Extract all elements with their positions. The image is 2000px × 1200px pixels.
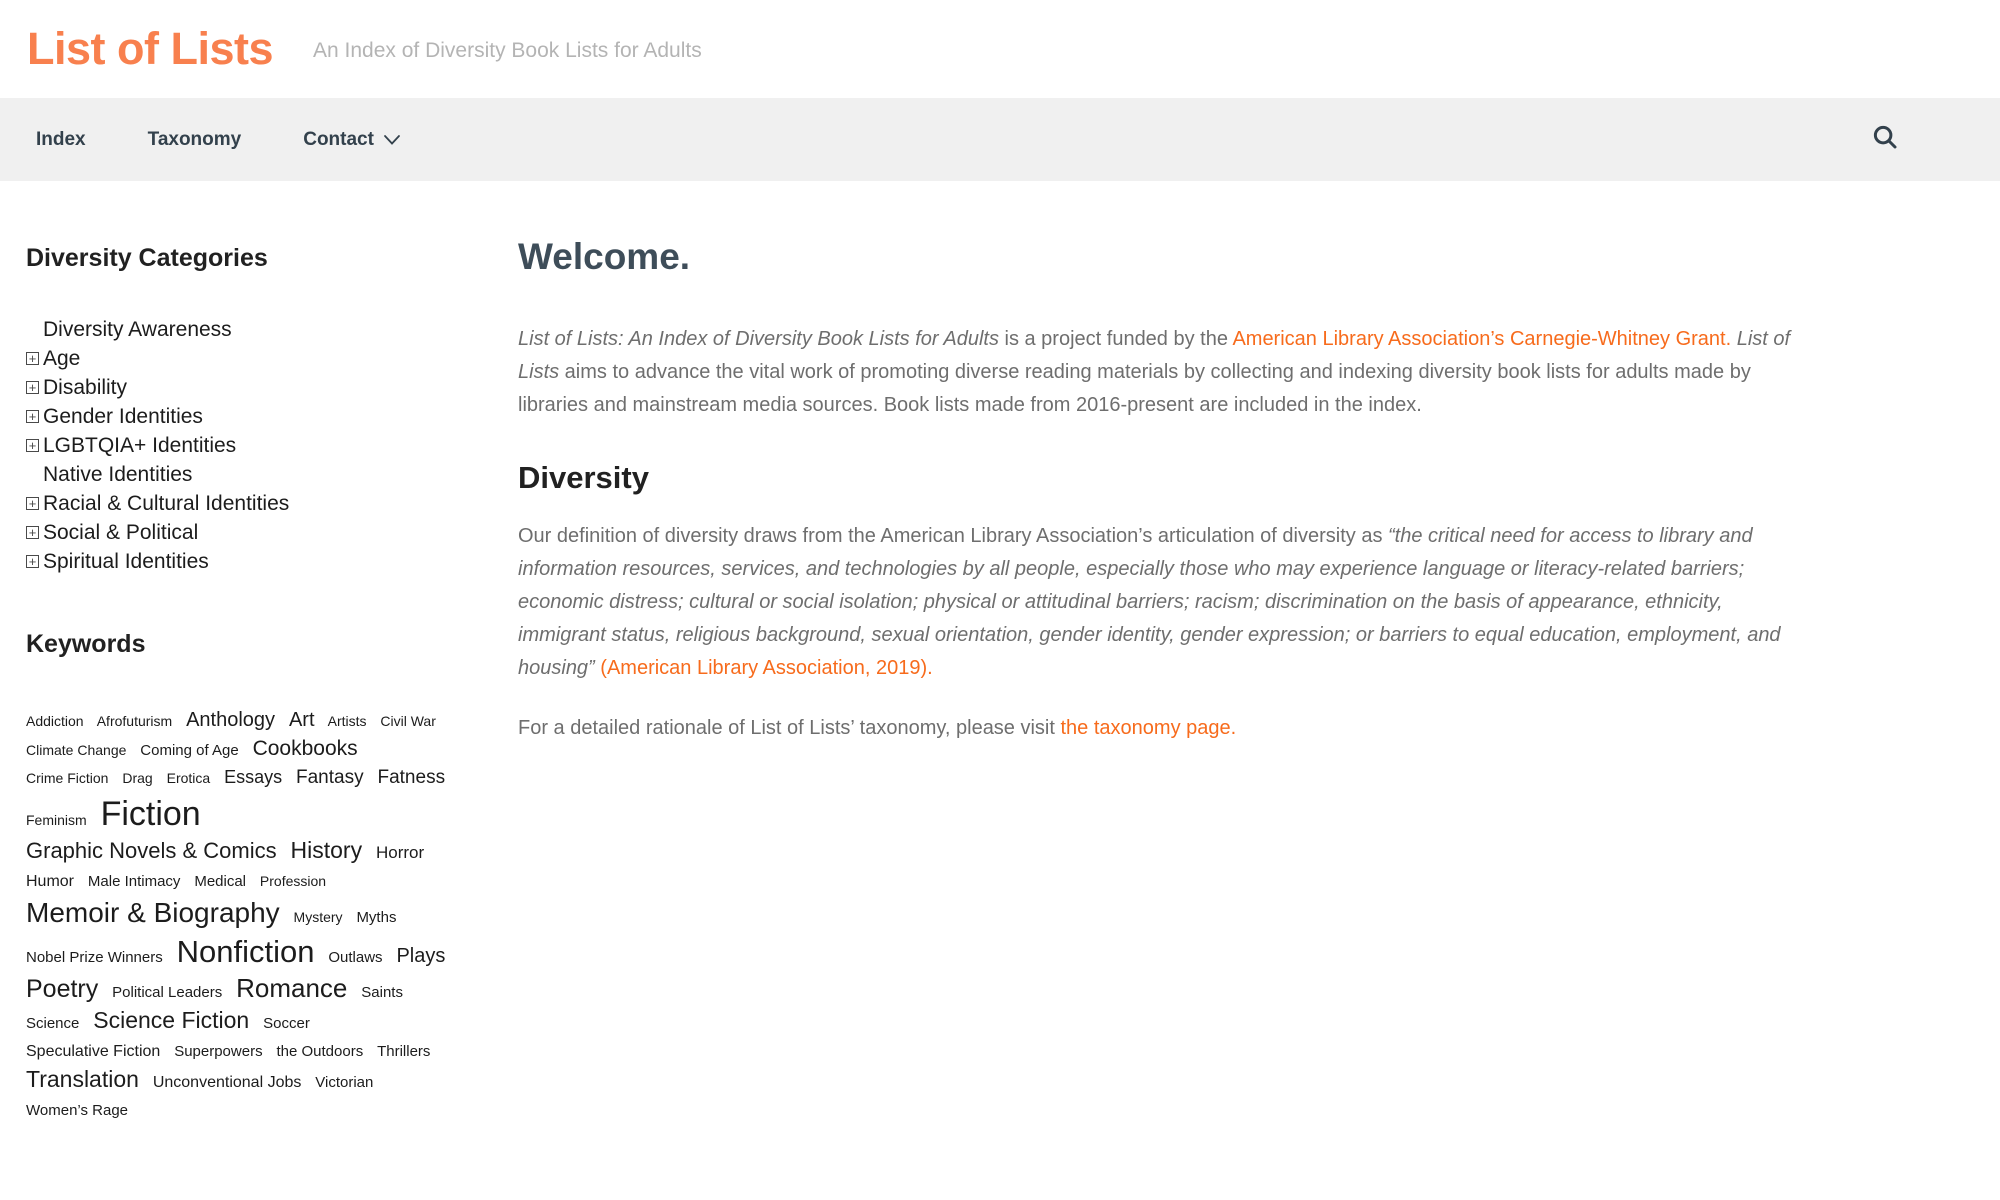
keyword-profession[interactable]: Profession <box>259 873 327 890</box>
keyword-coming-of-age[interactable]: Coming of Age <box>140 742 239 759</box>
site-tagline: An Index of Diversity Book Lists for Adults <box>313 39 702 62</box>
category-age[interactable] <box>26 348 518 370</box>
category-lgbtqia-identities[interactable] <box>26 435 518 457</box>
nav-item-label: Contact <box>303 128 374 150</box>
category-label: Native Identities <box>43 463 193 486</box>
categories-title: Diversity Categories <box>26 244 268 272</box>
keyword-soccer[interactable]: Soccer <box>263 1014 310 1032</box>
keyword-memoir-biography[interactable]: Memoir & Biography <box>26 897 280 929</box>
category-label: Gender Identities <box>43 405 203 428</box>
category-label: Disability <box>43 376 128 399</box>
keyword-feminism[interactable]: Feminism <box>26 812 87 828</box>
keyword-the-outdoors[interactable]: the Outdoors <box>276 1042 364 1060</box>
expand-plus-icon[interactable] <box>26 526 39 539</box>
text-segment: “the critical need for access to library and information resources, services, and technologies by all people, especially those who may experience language or literacy-related barriers; economic distress; cultural or social isolation; physical or attitudinal barriers; racism; discrimination on the basis of appearance, ethnicity, immigrant status, religious background, sexual orientation, gender identity, gender expression; or barriers to equal education, employment, and housing” <box>518 525 1781 679</box>
category-native-identities[interactable] <box>26 464 518 486</box>
category-label: Age <box>43 347 81 370</box>
category-spiritual-identities[interactable] <box>26 551 518 573</box>
keyword-addiction[interactable]: Addiction <box>26 713 84 729</box>
expand-plus-icon[interactable] <box>26 555 39 568</box>
category-gender-identities[interactable] <box>26 406 518 428</box>
keyword-crime-fiction[interactable]: Crime Fiction <box>26 770 109 786</box>
search-button[interactable] <box>1868 123 1902 157</box>
search-icon <box>1870 122 1900 157</box>
keyword-myths[interactable]: Myths <box>356 909 397 927</box>
intro-paragraph <box>518 323 1810 422</box>
inline-link[interactable]: the taxonomy page. <box>1060 717 1237 739</box>
keyword-civil-war[interactable]: Civil War <box>380 713 436 729</box>
nav-item-label: Taxonomy <box>147 128 242 150</box>
keyword-women-s-rage[interactable]: Women’s Rage <box>26 1101 128 1119</box>
keyword-fantasy[interactable]: Fantasy <box>296 767 364 788</box>
nav-item-taxonomy[interactable] <box>148 128 242 152</box>
welcome-heading: Welcome. <box>518 236 691 277</box>
expand-plus-icon[interactable] <box>26 381 39 394</box>
keyword-victorian[interactable]: Victorian <box>315 1073 374 1091</box>
category-label: Racial & Cultural Identities <box>43 492 290 515</box>
category-social-political[interactable] <box>26 522 518 544</box>
chevron-down-icon <box>383 130 401 152</box>
keyword-horror[interactable]: Horror <box>375 843 425 863</box>
categories-list <box>26 319 518 573</box>
keyword-political-leaders[interactable]: Political Leaders <box>112 983 223 1001</box>
text-segment: List of Lists <box>518 328 1791 383</box>
keyword-science-fiction[interactable]: Science Fiction <box>93 1006 250 1033</box>
category-diversity-awareness[interactable] <box>26 319 518 341</box>
keyword-translation[interactable]: Translation <box>26 1065 139 1092</box>
text-segment: Our definition of diversity draws from the American Library Association’s articulation of diversity as <box>518 525 1388 547</box>
expand-plus-icon[interactable] <box>26 352 39 365</box>
category-label: Social & Political <box>43 521 199 544</box>
keyword-artists[interactable]: Artists <box>327 713 367 729</box>
keyword-afrofuturism[interactable]: Afrofuturism <box>96 713 173 729</box>
keywords-title: Keywords <box>26 630 146 658</box>
inline-link[interactable]: American Library Association’s Carnegie-Whitney Grant. <box>1232 328 1732 350</box>
category-racial-cultural-identities[interactable] <box>26 493 518 515</box>
keyword-climate-change[interactable]: Climate Change <box>26 742 127 758</box>
site-header <box>0 0 2000 98</box>
sidebar <box>26 236 518 1124</box>
diversity-heading: Diversity <box>518 460 649 495</box>
keyword-plays[interactable]: Plays <box>396 944 446 967</box>
main-content <box>518 236 1810 1124</box>
keyword-graphic-novels-comics[interactable]: Graphic Novels & Comics <box>26 838 277 864</box>
main-nav <box>0 98 2000 181</box>
keyword-male-intimacy[interactable]: Male Intimacy <box>87 873 181 891</box>
keyword-essays[interactable]: Essays <box>224 767 283 787</box>
keyword-outlaws[interactable]: Outlaws <box>328 948 383 966</box>
keyword-saints[interactable]: Saints <box>361 983 403 1001</box>
keyword-history[interactable]: History <box>290 837 363 864</box>
site-title[interactable]: List of Lists <box>27 23 274 74</box>
keyword-fatness[interactable]: Fatness <box>377 767 446 788</box>
text-segment: aims to advance the vital work of promoting diverse reading materials by collecting and indexing diversity book lists for adults made by libraries and mainstream media sources. Book lists made from 2016-present are included in the index. <box>518 361 1751 416</box>
keyword-romance[interactable]: Romance <box>236 972 348 1003</box>
keyword-fiction[interactable]: Fiction <box>100 795 201 833</box>
category-label: Spiritual Identities <box>43 550 209 573</box>
category-label: LGBTQIA+ Identities <box>43 434 237 457</box>
diversity-paragraph <box>518 520 1810 685</box>
keyword-erotica[interactable]: Erotica <box>166 770 211 786</box>
keyword-mystery[interactable]: Mystery <box>293 909 343 926</box>
keyword-superpowers[interactable]: Superpowers <box>174 1042 263 1060</box>
inline-link[interactable]: (American Library Association, 2019). <box>600 657 933 679</box>
expand-plus-icon[interactable] <box>26 410 39 423</box>
keyword-humor[interactable]: Humor <box>26 873 75 891</box>
taxonomy-paragraph <box>518 712 1810 745</box>
page-content <box>0 181 2000 1124</box>
keyword-nonfiction[interactable]: Nonfiction <box>176 933 315 969</box>
keyword-medical[interactable]: Medical <box>194 873 247 891</box>
nav-item-label: Index <box>36 128 86 150</box>
keyword-poetry[interactable]: Poetry <box>26 974 99 1003</box>
text-segment: For a detailed rationale of List of Lists’ taxonomy, please visit <box>518 717 1061 739</box>
keyword-art[interactable]: Art <box>288 709 315 731</box>
keyword-tag-cloud <box>26 707 456 1124</box>
category-label: Diversity Awareness <box>43 318 232 341</box>
text-segment: List of Lists: An Index of Diversity Book Lists for Adults <box>518 328 999 350</box>
nav-item-contact[interactable] <box>303 128 401 152</box>
expand-plus-icon[interactable] <box>26 497 39 510</box>
keyword-science[interactable]: Science <box>26 1014 80 1032</box>
keyword-nobel-prize-winners[interactable]: Nobel Prize Winners <box>26 948 163 966</box>
keyword-speculative-fiction[interactable]: Speculative Fiction <box>26 1042 161 1060</box>
keyword-thrillers[interactable]: Thrillers <box>377 1042 431 1060</box>
text-segment: is a project funded by the <box>998 328 1233 350</box>
keyword-unconventional-jobs[interactable]: Unconventional Jobs <box>152 1073 302 1091</box>
keyword-anthology[interactable]: Anthology <box>186 709 276 731</box>
nav-items <box>36 128 463 152</box>
category-disability[interactable] <box>26 377 518 399</box>
keyword-drag[interactable]: Drag <box>122 770 153 786</box>
nav-item-index[interactable] <box>36 128 86 152</box>
expand-plus-icon[interactable] <box>26 439 39 452</box>
keyword-cookbooks[interactable]: Cookbooks <box>252 737 358 760</box>
